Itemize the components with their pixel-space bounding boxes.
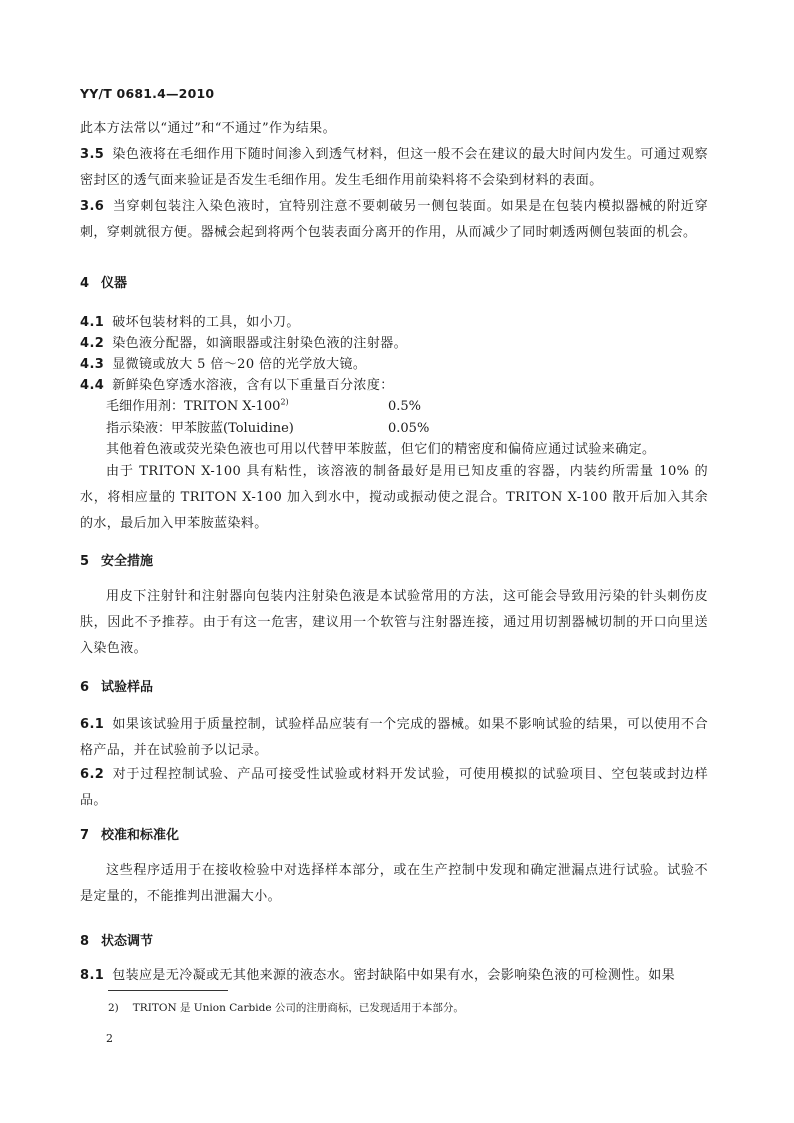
- component-value: 0.5%: [388, 399, 422, 414]
- section-6-heading: [80, 676, 153, 695]
- footnote-divider: [108, 990, 228, 991]
- clause-number: 6.2: [80, 767, 105, 782]
- section-4-paragraph-preparation: [80, 459, 708, 537]
- footnote-marker: 2): [280, 397, 289, 407]
- clause-number: 4.4: [80, 378, 105, 393]
- component-label: 毛细作用剂：TRITON X-100: [106, 399, 281, 414]
- section-number: 6: [80, 680, 90, 695]
- clause-text: 染色液分配器，如滴眼器或注射染色液的注射器。: [112, 336, 408, 351]
- clause-6-1: [80, 712, 708, 764]
- paragraph-text: 由于 TRITON X-100 具有粘性，该溶液的制备最好是用已知皮重的容器，内装约所需量 10% 的水，将相应量的 TRITON X-100 加入到水中，搅动或振动使之混合。TRITON X-100 散开后加入其余的水，最后加入甲苯胺蓝染料。: [80, 464, 708, 531]
- section-title: 校准和标准化: [101, 828, 180, 843]
- clause-number: 4.1: [80, 315, 105, 330]
- section-5-paragraph: [80, 584, 708, 662]
- paragraph-text: 这些程序适用于在接收检验中对选择样本部分，或在生产控制中发现和确定泄漏点进行试验。试验不是定量的，不能推判出泄漏大小。: [80, 863, 708, 904]
- section-number: 8: [80, 934, 90, 949]
- clause-8-1: [80, 963, 708, 989]
- clause-text: 对于过程控制试验、产品可接受性试验或材料开发试验，可使用模拟的试验项目、空包装或封边样品。: [80, 767, 708, 808]
- paragraph-text: 用皮下注射针和注射器向包装内注射染色液是本试验常用的方法，这可能会导致用污染的针头刺伤皮肤，因此不予推荐。由于有这一危害，建议用一个软管与注射器连接，通过用切割器械切制的开口向里送入染色液。: [80, 589, 708, 656]
- clause-text: 包装应是无冷凝或无其他来源的液态水。密封缺陷中如果有水，会影响染色液的可检测性。如果: [112, 968, 676, 983]
- section-title: 安全措施: [101, 554, 154, 569]
- clause-number: 4.2: [80, 336, 105, 351]
- clause-text: 染色液将在毛细作用下随时间渗入到透气材料，但这一般不会在建议的最大时间内发生。可通过观察密封区的透气面来验证是否发生毛细作用。发生毛细作用前染料将不会染到材料的表面。: [80, 147, 708, 188]
- component-value: 0.05%: [388, 421, 430, 436]
- document-header: YY/T 0681.4—2010: [80, 86, 215, 101]
- section-title: 试验样品: [101, 680, 154, 695]
- section-4-heading: [80, 272, 127, 291]
- section-number: 4: [80, 276, 90, 291]
- section-title: 仪器: [101, 276, 128, 291]
- clause-3-5: [80, 142, 708, 194]
- clause-3-6: [80, 194, 708, 246]
- clause-number: 8.1: [80, 968, 105, 983]
- clause-text: 当穿刺包装注入染色液时，宜特别注意不要刺破另一侧包装面。如果是在包装内模拟器械的附近穿刺，穿刺就很方便。器械会起到将两个包装表面分离开的作用，从而减少了同时刺透两侧包装面的机会。: [80, 199, 708, 240]
- intro-text: 此本方法常以“通过”和“不通过”作为结果。: [80, 121, 336, 136]
- paragraph-text: 其他着色液或荧光染色液也可用以代替甲苯胺蓝，但它们的精密度和偏倚应通过试验来确定。: [106, 442, 656, 457]
- section-5-heading: [80, 550, 153, 569]
- clause-number: 3.5: [80, 147, 105, 162]
- component-label: 指示染液：甲苯胺蓝(Toluidine): [106, 421, 294, 436]
- clause-text: 破坏包装材料的工具，如小刀。: [112, 315, 300, 330]
- clause-text: 显微镜或放大 5 倍～20 倍的光学放大镜。: [112, 357, 367, 372]
- section-number: 5: [80, 554, 90, 569]
- section-8-heading: [80, 930, 153, 949]
- clause-text: 如果该试验用于质量控制，试验样品应装有一个完成的器械。如果不影响试验的结果，可以使用不合格产品，并在试验前予以记录。: [80, 717, 708, 758]
- clause-number: 4.3: [80, 357, 105, 372]
- clause-6-2: [80, 762, 708, 814]
- section-number: 7: [80, 828, 90, 843]
- clause-number: 6.1: [80, 717, 105, 732]
- section-7-heading: [80, 824, 179, 843]
- clause-text: 新鲜染色穿透水溶液，含有以下重量百分浓度：: [112, 378, 394, 393]
- footnote-text: TRITON 是 Union Carbide 公司的注册商标，已发现适用于本部分。: [132, 1002, 464, 1014]
- intro-paragraph: [80, 116, 708, 142]
- footnote-number: 2): [108, 1002, 119, 1014]
- footnote: [108, 1000, 464, 1015]
- section-7-paragraph: [80, 858, 708, 910]
- page-number: 2: [106, 1032, 113, 1045]
- section-title: 状态调节: [101, 934, 154, 949]
- clause-number: 3.6: [80, 199, 105, 214]
